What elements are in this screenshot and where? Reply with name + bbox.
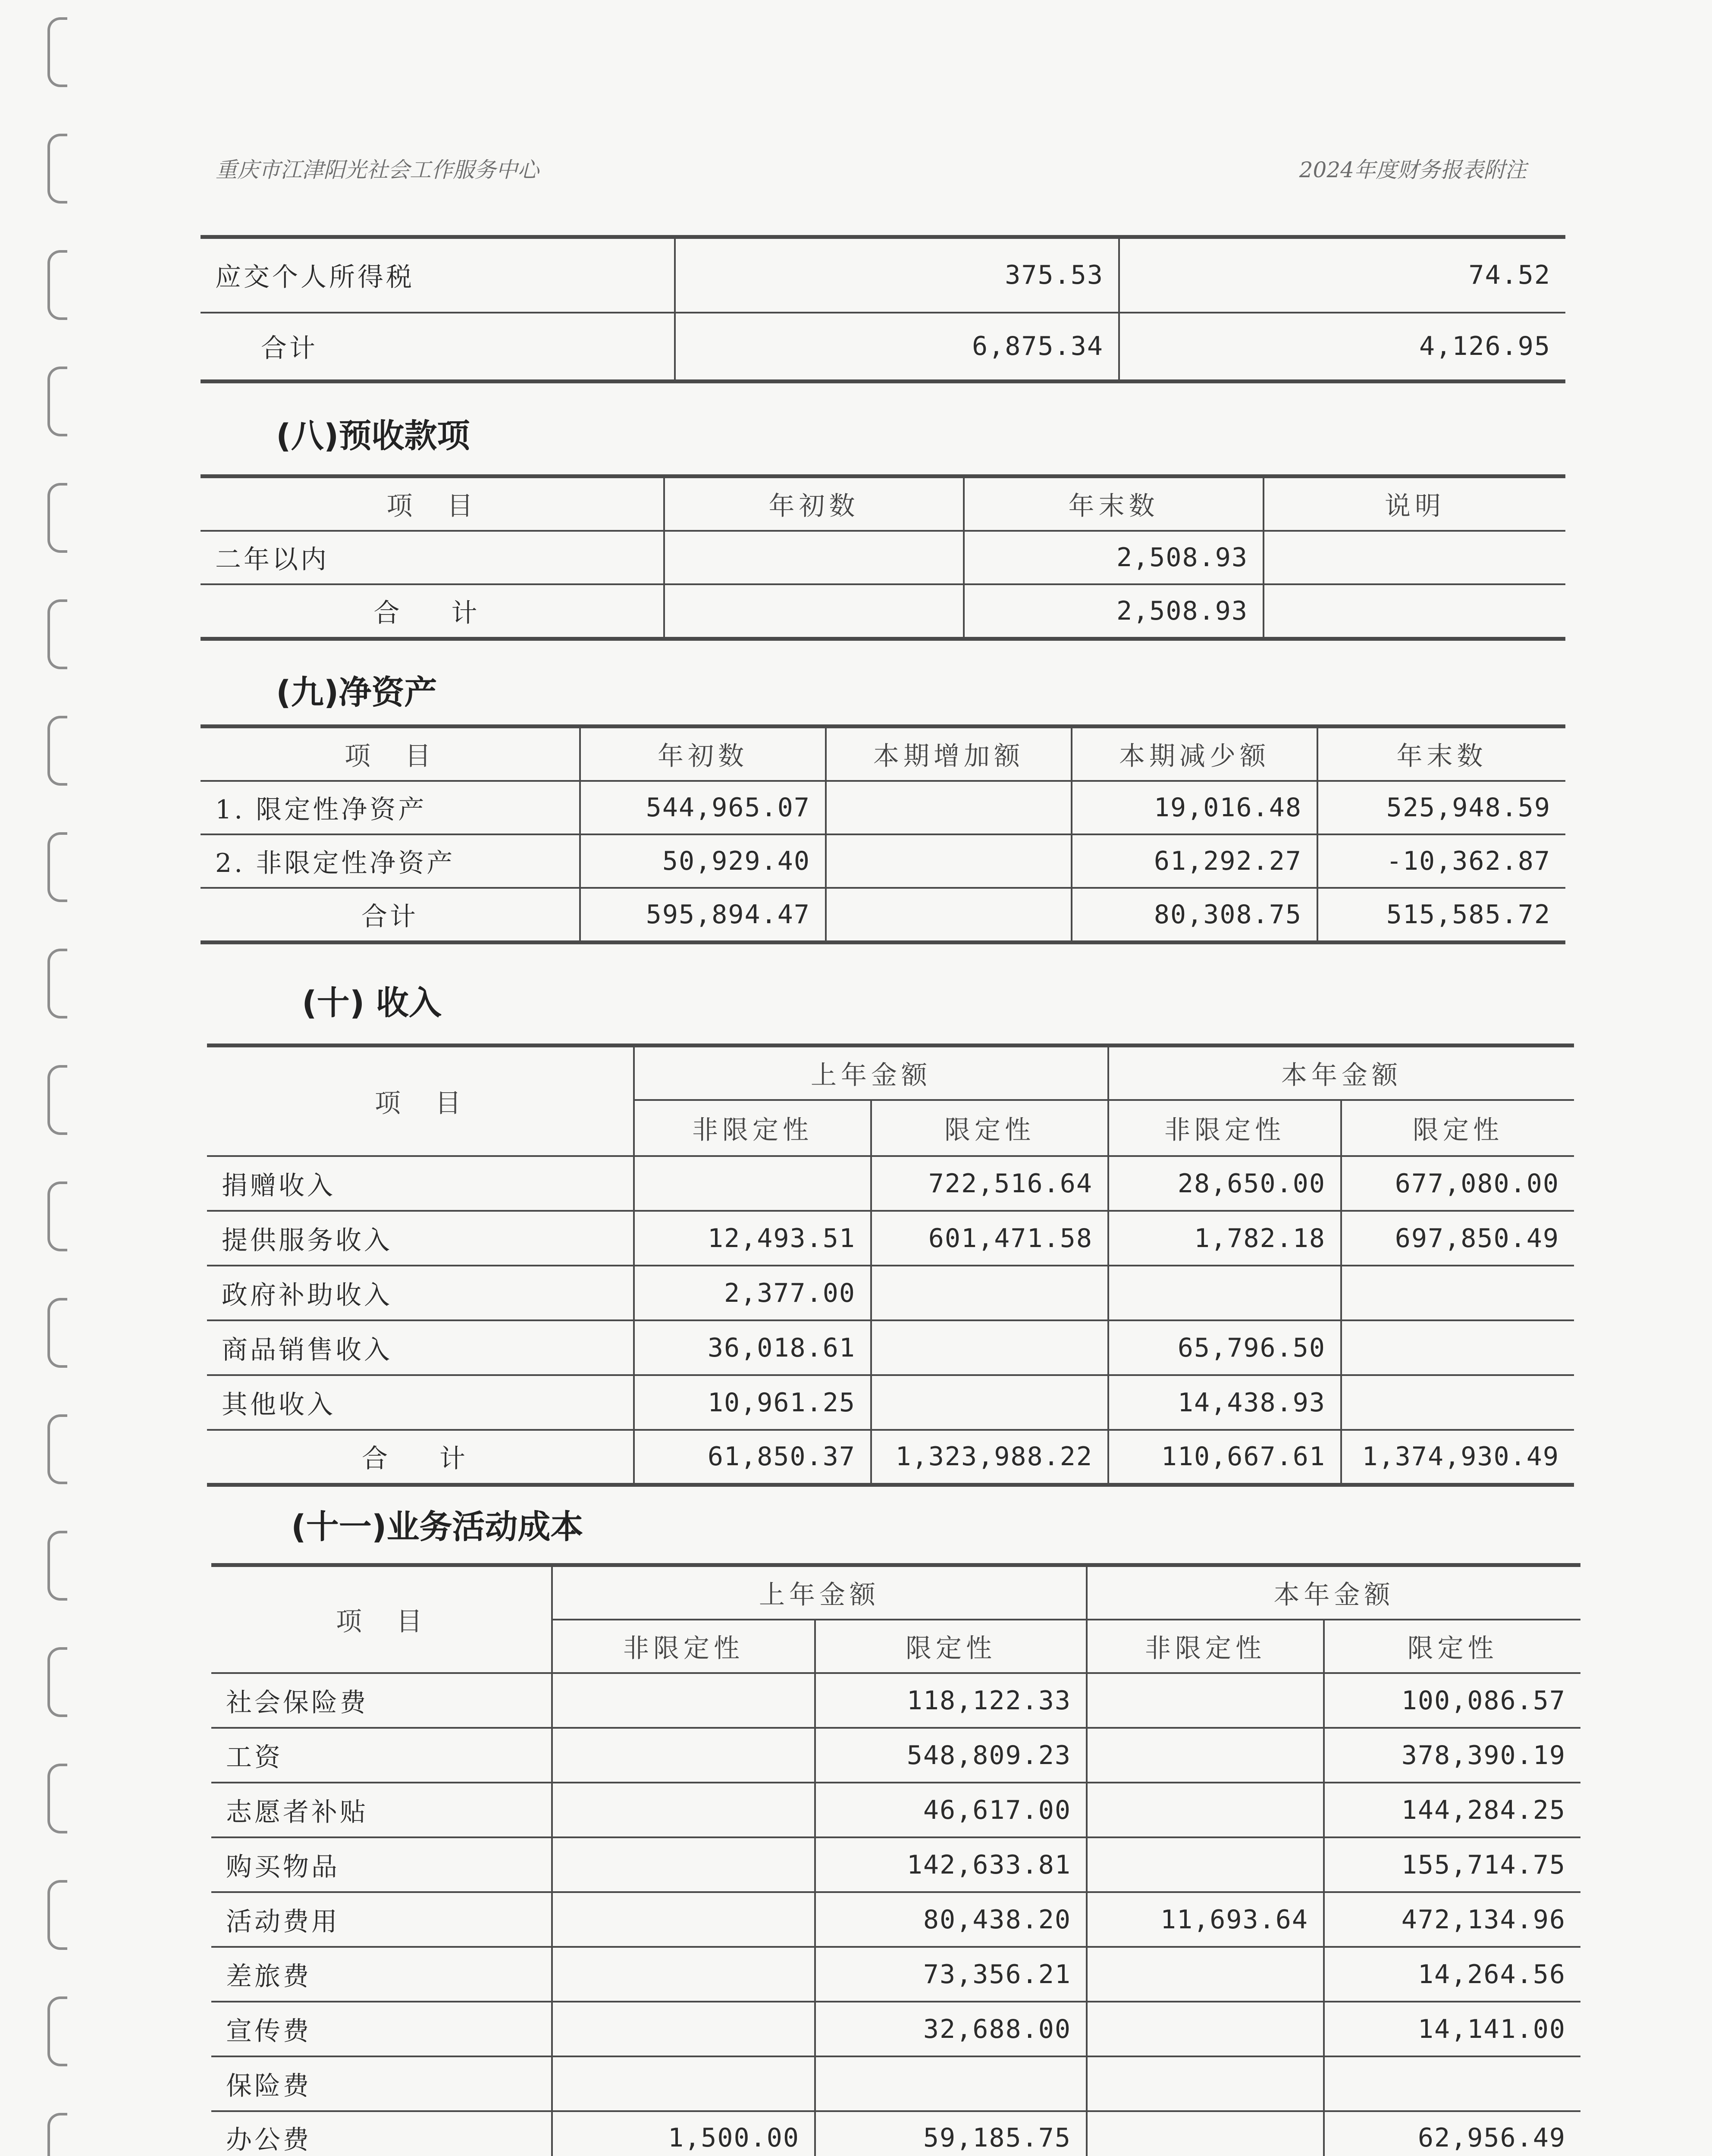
col-header: 年初数	[664, 476, 964, 531]
section-title-income: (十) 收入	[302, 984, 442, 1022]
col-header-item: 项 目	[211, 1565, 552, 1673]
row-label: 合计	[201, 888, 580, 943]
section-title-net-assets: (九)净资产	[276, 673, 437, 711]
col-header: 限定性	[871, 1100, 1108, 1156]
col-header: 年末数	[964, 476, 1264, 531]
col-header: 限定性	[815, 1620, 1087, 1673]
value-cell: 525,948.59	[1317, 781, 1565, 834]
row-label: 差旅费	[211, 1947, 552, 2002]
table-header-row	[207, 1046, 1574, 1100]
value-cell	[1087, 1673, 1324, 1728]
table-header-row	[201, 727, 1565, 781]
col-header: 项 目	[201, 727, 580, 781]
value-cell: 100,086.57	[1324, 1673, 1580, 1728]
row-label: 工资	[211, 1728, 552, 1783]
income-table	[207, 1044, 1574, 1487]
row-label: 二年以内	[201, 531, 664, 584]
value-cell	[552, 2056, 815, 2111]
col-header: 年初数	[580, 727, 826, 781]
value-cell	[1087, 1947, 1324, 2002]
value-cell: 144,284.25	[1324, 1783, 1580, 1837]
row-label: 合 计	[207, 1430, 634, 1485]
col-header: 非限定性	[1108, 1100, 1341, 1156]
col-header: 非限定性	[552, 1620, 815, 1673]
binder-ring	[47, 367, 67, 436]
binder-ring	[47, 1181, 67, 1251]
row-label: 提供服务收入	[207, 1211, 634, 1266]
value-cell: 6,875.34	[675, 313, 1119, 382]
value-cell	[871, 1320, 1108, 1375]
value-cell	[1341, 1320, 1574, 1375]
value-cell: 722,516.64	[871, 1156, 1108, 1211]
table-row	[211, 1892, 1580, 1947]
value-cell: 118,122.33	[815, 1673, 1087, 1728]
value-cell: 14,438.93	[1108, 1375, 1341, 1430]
value-cell: 375.53	[675, 237, 1119, 313]
binder-ring	[47, 832, 67, 902]
value-cell: 1,500.00	[552, 2111, 815, 2156]
col-header-item: 项 目	[207, 1046, 634, 1156]
value-cell: 601,471.58	[871, 1211, 1108, 1266]
value-cell	[634, 1156, 871, 1211]
value-cell	[1087, 1783, 1324, 1837]
value-cell: 1,782.18	[1108, 1211, 1341, 1266]
advance-table	[201, 474, 1565, 641]
binder-ring	[47, 1880, 67, 1950]
value-cell	[1087, 1837, 1324, 1892]
value-cell: 2,508.93	[964, 531, 1264, 584]
row-label: 其他收入	[207, 1375, 634, 1430]
value-cell: 697,850.49	[1341, 1211, 1574, 1266]
value-cell: 46,617.00	[815, 1783, 1087, 1837]
table-row	[211, 1728, 1580, 1783]
value-cell	[664, 531, 964, 584]
row-label: 应交个人所得税	[201, 237, 675, 313]
table-row	[207, 1320, 1574, 1375]
table-row	[201, 584, 1565, 639]
value-cell	[664, 584, 964, 639]
col-header: 说明	[1264, 476, 1565, 531]
value-cell: 59,185.75	[815, 2111, 1087, 2156]
table-row	[211, 1673, 1580, 1728]
table-row	[201, 531, 1565, 584]
binder-ring	[47, 2113, 67, 2156]
value-cell: 4,126.95	[1119, 313, 1565, 382]
table-row	[211, 1837, 1580, 1892]
value-cell	[552, 1783, 815, 1837]
value-cell: 32,688.00	[815, 2002, 1087, 2056]
binder-ring	[47, 250, 67, 320]
row-label: 捐赠收入	[207, 1156, 634, 1211]
col-group-curr-year: 本年金额	[1087, 1565, 1580, 1620]
value-cell: 12,493.51	[634, 1211, 871, 1266]
value-cell: 1,323,988.22	[871, 1430, 1108, 1485]
col-header: 本期增加额	[826, 727, 1072, 781]
row-label: 商品销售收入	[207, 1320, 634, 1375]
row-label: 办公费	[211, 2111, 552, 2156]
value-cell	[1341, 1375, 1574, 1430]
value-cell: 50,929.40	[580, 834, 826, 888]
row-label: 保险费	[211, 2056, 552, 2111]
binder-ring	[47, 1531, 67, 1601]
value-cell: 80,438.20	[815, 1892, 1087, 1947]
table-row	[207, 1375, 1574, 1430]
value-cell: 2,508.93	[964, 584, 1264, 639]
value-cell: 73,356.21	[815, 1947, 1087, 2002]
row-label: 活动费用	[211, 1892, 552, 1947]
col-header: 本期减少额	[1072, 727, 1317, 781]
doc-title: 2024年度财务报表附注	[1299, 157, 1527, 182]
value-cell: 65,796.50	[1108, 1320, 1341, 1375]
table-row	[201, 237, 1565, 313]
value-cell	[1087, 2111, 1324, 2156]
value-cell: 61,850.37	[634, 1430, 871, 1485]
tax-table	[201, 235, 1565, 383]
value-cell: 142,633.81	[815, 1837, 1087, 1892]
col-header: 非限定性	[1087, 1620, 1324, 1673]
table-row	[211, 1947, 1580, 2002]
value-cell	[552, 1947, 815, 2002]
col-group-prev-year: 上年金额	[634, 1046, 1108, 1100]
value-cell	[815, 2056, 1087, 2111]
org-name: 重庆市江津阳光社会工作服务中心	[216, 157, 539, 182]
col-header: 项 目	[201, 476, 664, 531]
value-cell	[871, 1375, 1108, 1430]
value-cell	[826, 834, 1072, 888]
value-cell: 61,292.27	[1072, 834, 1317, 888]
binder-ring	[47, 1414, 67, 1484]
row-label: 宣传费	[211, 2002, 552, 2056]
table-row	[201, 781, 1565, 834]
row-label: 合计	[201, 313, 675, 382]
row-label: 1. 限定性净资产	[201, 781, 580, 834]
value-cell: 515,585.72	[1317, 888, 1565, 943]
note-cell	[1264, 584, 1565, 639]
row-label: 政府补助收入	[207, 1266, 634, 1320]
value-cell	[552, 1728, 815, 1783]
binder-ring	[47, 1647, 67, 1717]
binder-ring	[47, 1996, 67, 2066]
table-header-row	[201, 476, 1565, 531]
binder-ring	[47, 949, 67, 1018]
value-cell	[871, 1266, 1108, 1320]
value-cell: -10,362.87	[1317, 834, 1565, 888]
value-cell: 80,308.75	[1072, 888, 1317, 943]
value-cell	[1087, 1728, 1324, 1783]
section-title-advance: (八)预收款项	[276, 417, 470, 455]
value-cell	[1108, 1266, 1341, 1320]
value-cell: 11,693.64	[1087, 1892, 1324, 1947]
value-cell: 155,714.75	[1324, 1837, 1580, 1892]
binder-ring	[47, 599, 67, 669]
table-row	[211, 2056, 1580, 2111]
note-cell	[1264, 531, 1565, 584]
value-cell: 2,377.00	[634, 1266, 871, 1320]
binder-ring	[47, 1764, 67, 1833]
value-cell	[552, 1892, 815, 1947]
row-label: 合 计	[201, 584, 664, 639]
binder-ring	[47, 483, 67, 553]
page-header	[216, 153, 1527, 183]
value-cell: 10,961.25	[634, 1375, 871, 1430]
value-cell: 19,016.48	[1072, 781, 1317, 834]
value-cell: 110,667.61	[1108, 1430, 1341, 1485]
table-row	[207, 1156, 1574, 1211]
col-header: 年末数	[1317, 727, 1565, 781]
value-cell: 472,134.96	[1324, 1892, 1580, 1947]
row-label: 购买物品	[211, 1837, 552, 1892]
binder-ring	[47, 1065, 67, 1135]
value-cell	[552, 2002, 815, 2056]
binder-ring	[47, 17, 67, 87]
value-cell: 36,018.61	[634, 1320, 871, 1375]
value-cell: 544,965.07	[580, 781, 826, 834]
net-assets-table	[201, 724, 1565, 944]
section-title-costs: (十一)业务活动成本	[291, 1507, 583, 1546]
table-row	[211, 1783, 1580, 1837]
col-header: 非限定性	[634, 1100, 871, 1156]
table-row	[211, 2002, 1580, 2056]
col-group-prev-year: 上年金额	[552, 1565, 1087, 1620]
binder-ring	[47, 716, 67, 786]
value-cell: 28,650.00	[1108, 1156, 1341, 1211]
value-cell: 1,374,930.49	[1341, 1430, 1574, 1485]
table-row	[207, 1430, 1574, 1485]
value-cell: 14,264.56	[1324, 1947, 1580, 2002]
binder-rings	[0, 0, 95, 2156]
value-cell	[826, 781, 1072, 834]
table-row	[211, 2111, 1580, 2156]
value-cell	[1324, 2056, 1580, 2111]
value-cell: 74.52	[1119, 237, 1565, 313]
value-cell	[1087, 2056, 1324, 2111]
table-row	[207, 1211, 1574, 1266]
costs-table	[211, 1563, 1580, 2156]
row-label: 社会保险费	[211, 1673, 552, 1728]
value-cell: 677,080.00	[1341, 1156, 1574, 1211]
col-header: 限定性	[1324, 1620, 1580, 1673]
value-cell	[1341, 1266, 1574, 1320]
row-label: 2. 非限定性净资产	[201, 834, 580, 888]
row-label: 志愿者补贴	[211, 1783, 552, 1837]
binder-ring	[47, 134, 67, 204]
value-cell	[552, 1837, 815, 1892]
value-cell	[1087, 2002, 1324, 2056]
col-group-curr-year: 本年金额	[1108, 1046, 1574, 1100]
table-row	[201, 313, 1565, 382]
value-cell: 14,141.00	[1324, 2002, 1580, 2056]
value-cell: 548,809.23	[815, 1728, 1087, 1783]
value-cell	[552, 1673, 815, 1728]
value-cell: 595,894.47	[580, 888, 826, 943]
table-header-row	[211, 1565, 1580, 1620]
value-cell: 62,956.49	[1324, 2111, 1580, 2156]
table-row	[201, 888, 1565, 943]
value-cell	[826, 888, 1072, 943]
table-row	[201, 834, 1565, 888]
col-header: 限定性	[1341, 1100, 1574, 1156]
binder-ring	[47, 1298, 67, 1368]
table-row	[207, 1266, 1574, 1320]
value-cell: 378,390.19	[1324, 1728, 1580, 1783]
